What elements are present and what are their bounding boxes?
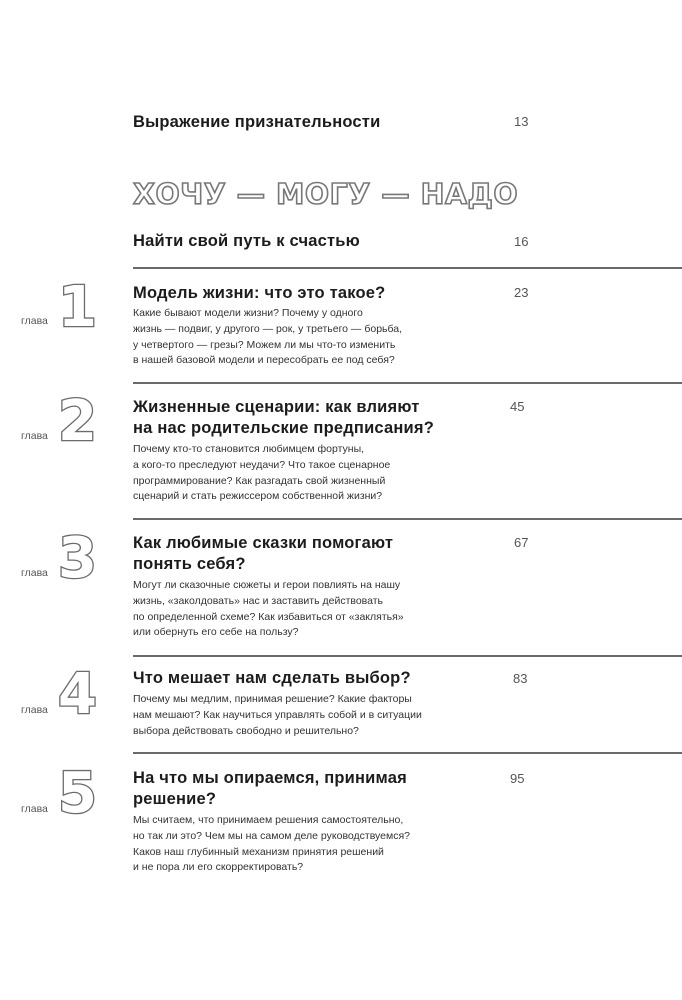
acknowledgements-page: 13 [514, 114, 529, 129]
description-line: жизнь — подвиг, у другого — рок, у третьего — борьба, [133, 322, 403, 335]
chapter-2-page: 45 [510, 399, 525, 414]
description-line: сценарий и стать режиссером собственной жизни? [133, 490, 383, 503]
chapter-2-description [133, 442, 390, 505]
chapter-1-title[interactable] [133, 283, 385, 304]
chapter-label: глава [21, 315, 48, 327]
description-line: по определенной схеме? Как избавиться от «заклятья» [133, 610, 404, 623]
chapter-4-title-line: Что мешает нам сделать выбор? [133, 669, 411, 687]
divider-2 [133, 382, 682, 384]
chapter-3-description [133, 578, 404, 641]
description-line: у четвертого — грезы? Можем ли мы что-то изменить [133, 338, 396, 351]
chapter-2-title-line: на нас родительские предписания? [133, 419, 434, 437]
chapter-3-title-line: понять себя? [133, 555, 246, 573]
description-line: Почему кто-то становится любимцем фортуны, [133, 443, 365, 455]
chapter-2-title-line: Жизненные сценарии: как влияют [133, 398, 420, 416]
chapter-4-description [133, 692, 422, 739]
description-line: или обернуть его себе на пользу? [133, 626, 299, 639]
chapter-number-5: 5 [58, 761, 97, 826]
divider-1 [133, 267, 682, 269]
chapter-5-title-line: На что мы опираемся, принимая [133, 769, 407, 787]
chapter-5-title-line: решение? [133, 790, 217, 808]
chapter-number-3: 3 [58, 526, 97, 591]
chapter-1-title-line: Модель жизни: что это такое? [133, 284, 386, 302]
part-title: ХОЧУ — МОГУ — НАДО [133, 178, 519, 211]
description-line: программирование? Как разгадать свой жизненный [133, 474, 386, 487]
chapter-label: глава [21, 704, 48, 716]
description-line: Каков наш глубинный механизм принятия решений [133, 845, 384, 858]
description-line: жизнь, «заколдовать» нас и заставить действовать [133, 594, 384, 607]
chapter-5-title[interactable] [133, 768, 407, 810]
chapter-label: глава [21, 803, 48, 815]
description-line: нам мешают? Как научиться управлять собой и в ситуации [133, 708, 422, 721]
chapter-4-title[interactable] [133, 668, 411, 689]
divider-4 [133, 655, 682, 657]
chapter-3-page: 67 [514, 535, 529, 550]
chapter-4-page: 83 [513, 671, 528, 686]
chapter-2-title[interactable] [133, 397, 434, 439]
description-line: выбора действовать свободно и решительно? [133, 724, 359, 737]
chapter-1-page: 23 [514, 285, 529, 300]
chapter-label: глава [21, 567, 48, 579]
description-line: Мы считаем, что принимаем решения самостоятельно, [133, 814, 404, 826]
chapter-3-title-line: Как любимые сказки помогают [133, 534, 394, 552]
chapter-number-2: 2 [58, 389, 97, 454]
description-line: в нашей базовой модели и пересобрать ее под себя? [133, 354, 395, 367]
description-line: но так ли это? Чем мы на самом деле руководствуемся? [133, 829, 411, 842]
chapter-5-page: 95 [510, 771, 525, 786]
chapter-number-1: 1 [58, 275, 97, 340]
part-intro-title[interactable]: Найти свой путь к счастью [133, 232, 360, 250]
divider-3 [133, 518, 682, 520]
description-line: Какие бывают модели жизни? Почему у одного [133, 307, 363, 319]
part-intro-page: 16 [514, 234, 529, 249]
description-line: а кого-то преследуют неудачи? Что такое сценарное [133, 458, 391, 471]
acknowledgements-title[interactable]: Выражение признательности [133, 113, 381, 131]
chapter-1-description [133, 306, 402, 369]
description-line: и не пора ли его скорректировать? [133, 861, 304, 874]
chapter-3-title[interactable] [133, 533, 393, 575]
divider-5 [133, 752, 682, 754]
chapter-5-description [133, 813, 410, 876]
chapter-label: глава [21, 430, 48, 442]
description-line: Почему мы медлим, принимая решение? Какие факторы [133, 693, 412, 705]
description-line: Могут ли сказочные сюжеты и герои повлиять на нашу [133, 579, 401, 591]
chapter-number-4: 4 [58, 662, 97, 727]
